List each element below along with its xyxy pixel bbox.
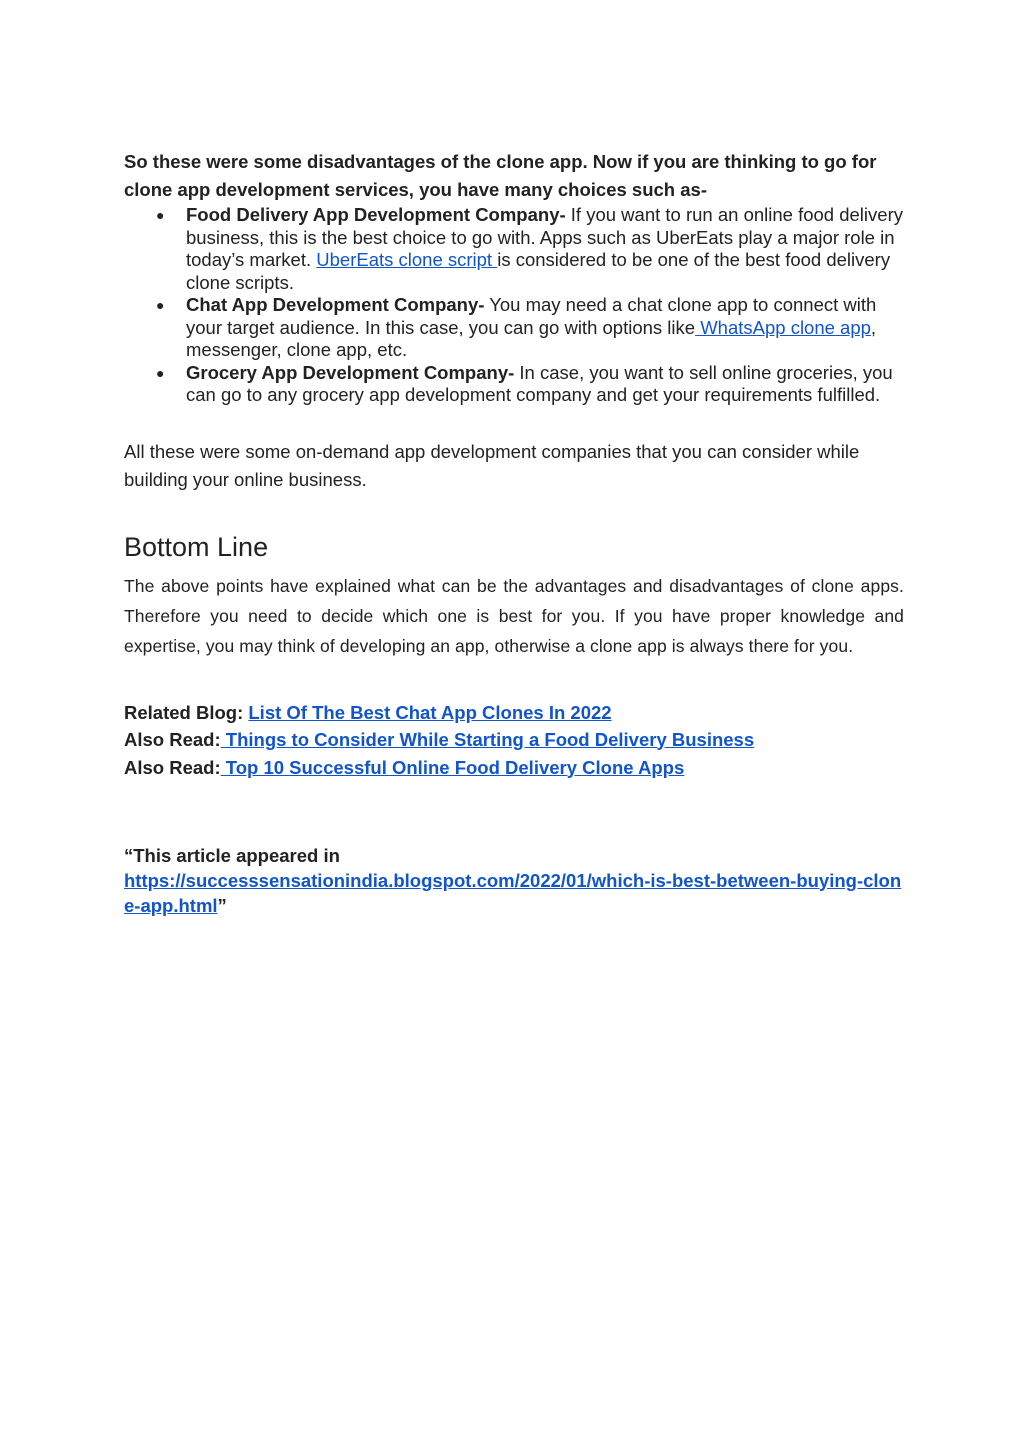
list-item	[124, 294, 904, 362]
source-note	[124, 843, 904, 918]
also-read-label: Also Read:	[124, 756, 221, 778]
related-links	[124, 699, 904, 783]
item-text: If you want to run an online food delivery business, this is the best choice to go with. Apps such as UberEats play a major role in today’s market.	[186, 204, 903, 270]
choices-list	[124, 204, 904, 407]
related-blog-line	[124, 699, 904, 726]
also-read-link-2[interactable]: Top 10 Successful Online Food Delivery Clone Apps	[220, 756, 685, 778]
list-item	[124, 204, 904, 294]
summary-paragraph: All these were some on-demand app development companies that you can consider while building your online business.	[124, 440, 860, 490]
item-text-after: , messenger, clone app, etc.	[186, 316, 877, 360]
intro-paragraph: So these were some disadvantages of the clone app. Now if you are thinking to go for clone app development services, you have many choices such as-	[124, 151, 877, 200]
item-text-after: is considered to be one of the best food delivery clone scripts.	[186, 249, 891, 293]
bullet-icon: ●	[156, 364, 165, 381]
bullet-icon: ●	[156, 207, 165, 223]
also-read-label: Also Read:	[124, 728, 221, 750]
also-read-link-1[interactable]: Things to Consider While Starting a Food Delivery Business	[220, 728, 755, 750]
item-text: In case, you want to sell online groceries, you can go to any grocery app development company and get your requirements fulfilled.	[186, 361, 893, 405]
related-label: Related Blog:	[124, 701, 249, 723]
source-prefix: “This article appeared in	[124, 844, 340, 866]
document-page	[124, 148, 904, 918]
whatsapp-clone-link[interactable]: WhatsApp clone app	[695, 316, 871, 338]
item-title: Food Delivery App Development Company-	[186, 204, 566, 225]
bullet-icon: ●	[156, 297, 165, 313]
section-heading: Bottom Line	[124, 531, 269, 562]
item-title: Grocery App Development Company-	[186, 361, 515, 383]
also-read-line	[124, 753, 904, 783]
also-read-line	[124, 726, 904, 753]
item-title: Chat App Development Company-	[186, 294, 485, 315]
item-text: You may need a chat clone app to connect with your target audience. In this case, you can go with options like	[186, 294, 877, 338]
source-url-link[interactable]: https://successsensationindia.blogspot.com/2022/01/which-is-best-between-buying-clone-app.html	[124, 869, 902, 916]
bottom-line-paragraph: The above points have explained what can be the advantages and disadvantages of clone apps. Therefore you need to decide which one is best for you. If you have proper knowledge and expertise, you may think of developing an app, otherwise a clone app is always there for you.	[124, 575, 904, 656]
ubereats-clone-link[interactable]: UberEats clone script	[316, 249, 498, 270]
list-item	[124, 362, 904, 407]
related-blog-link[interactable]: List Of The Best Chat App Clones In 2022	[248, 701, 612, 723]
source-suffix: ”	[217, 894, 227, 916]
